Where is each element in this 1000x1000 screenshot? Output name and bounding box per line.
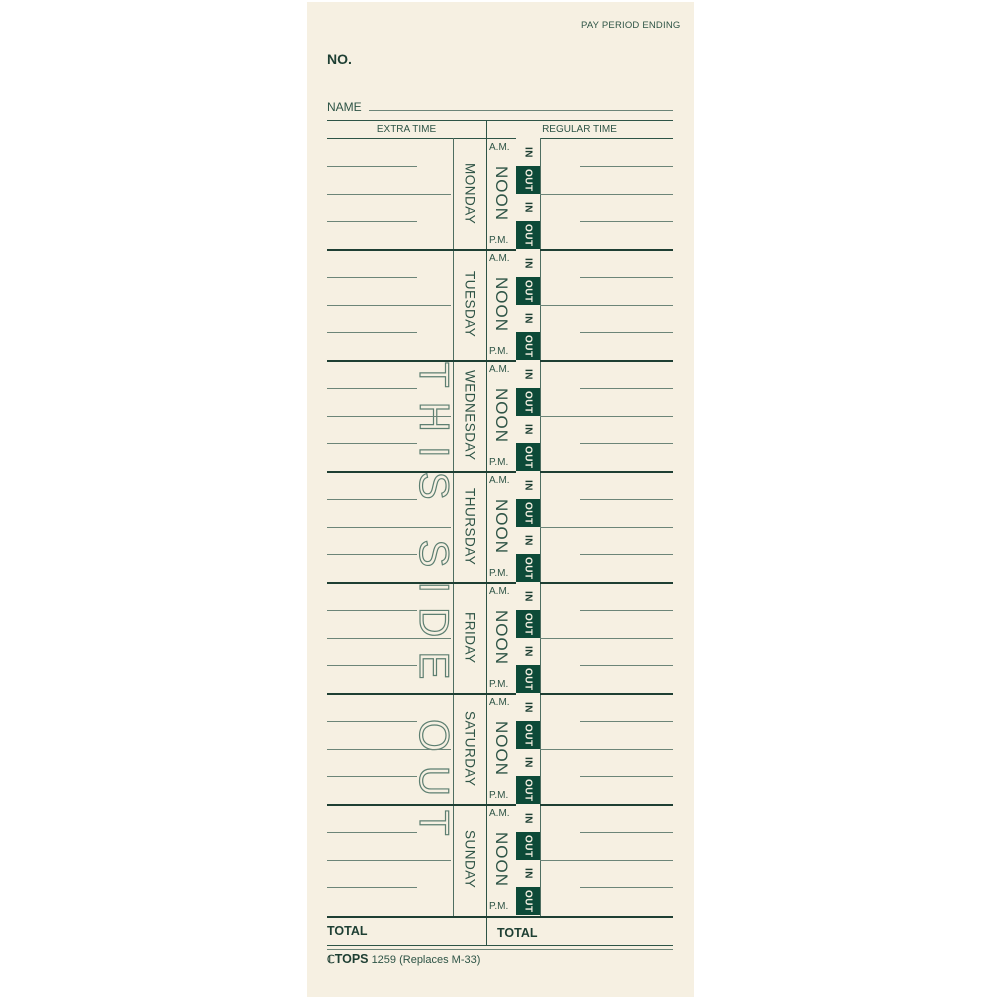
extra-time-line[interactable] [327, 887, 417, 888]
regular-time-line[interactable] [580, 499, 673, 500]
in-label: IN [522, 757, 534, 768]
regular-time-line[interactable] [540, 194, 673, 195]
extra-time-line[interactable] [327, 527, 451, 528]
out-label: OUT [522, 168, 534, 192]
day-label-tuesday: TUESDAY [462, 271, 478, 338]
in-label: IN [522, 701, 534, 713]
in-punch-slot[interactable] [516, 416, 540, 443]
out-punch-slot[interactable] [516, 221, 540, 249]
card-number-label: NO. [327, 51, 352, 67]
pm-label: P.M. [489, 235, 509, 246]
in-label: IN [522, 646, 534, 657]
day-label-saturday: SATURDAY [462, 710, 478, 787]
in-punch-slot[interactable] [516, 582, 540, 610]
brand-name: TOPS [334, 952, 369, 966]
model-number: 1259 (Replaces M-33) [371, 954, 481, 966]
out-punch-slot[interactable] [516, 332, 540, 360]
in-label: IN [522, 257, 534, 269]
extra-time-line[interactable] [327, 221, 417, 222]
extra-time-line[interactable] [327, 194, 451, 195]
day-label-thursday: THURSDAY [462, 487, 478, 566]
noon-label: NOON [492, 610, 511, 665]
regular-total-label: TOTAL [497, 926, 538, 940]
day-separator [327, 804, 673, 806]
day-label-monday: MONDAY [462, 162, 478, 225]
out-punch-slot[interactable] [516, 388, 540, 416]
name-label: NAME [327, 100, 362, 114]
in-punch-slot[interactable] [516, 138, 540, 166]
noon-label: NOON [492, 721, 511, 776]
in-punch-slot[interactable] [516, 305, 540, 332]
extra-time-line[interactable] [327, 277, 417, 278]
in-label: IN [522, 313, 534, 324]
in-label: IN [522, 479, 534, 491]
regular-time-line[interactable] [580, 388, 673, 389]
regular-time-line[interactable] [580, 721, 673, 722]
out-punch-slot[interactable] [516, 166, 540, 194]
out-label: OUT [522, 334, 534, 358]
regular-time-line[interactable] [580, 332, 673, 333]
out-punch-slot[interactable] [516, 721, 540, 749]
regular-time-line[interactable] [540, 305, 673, 306]
regular-time-line[interactable] [580, 776, 673, 777]
regular-time-line[interactable] [580, 665, 673, 666]
extra-time-line[interactable] [327, 499, 417, 500]
out-label: OUT [522, 556, 534, 580]
regular-time-line[interactable] [580, 832, 673, 833]
pm-label: P.M. [489, 679, 509, 690]
out-label: OUT [522, 279, 534, 303]
regular-time-line[interactable] [540, 860, 673, 861]
out-punch-slot[interactable] [516, 610, 540, 638]
in-punch-slot[interactable] [516, 804, 540, 832]
totals-bottom-rule [327, 945, 673, 946]
day-label-friday: FRIDAY [462, 611, 478, 664]
out-label: OUT [522, 390, 534, 414]
out-label: OUT [522, 778, 534, 802]
extra-time-line[interactable] [327, 721, 417, 722]
out-punch-slot[interactable] [516, 499, 540, 527]
footer [327, 953, 480, 966]
extra-time-line[interactable] [327, 832, 417, 833]
am-label: A.M. [489, 808, 510, 819]
out-punch-slot[interactable] [516, 665, 540, 693]
out-punch-slot[interactable] [516, 554, 540, 582]
out-label: OUT [522, 723, 534, 747]
regular-time-line[interactable] [540, 416, 673, 417]
day-separator [327, 249, 673, 251]
tops-logo-icon: ℂ [327, 954, 335, 966]
in-label: IN [522, 424, 534, 435]
extra-time-line[interactable] [327, 166, 417, 167]
regular-time-line[interactable] [580, 277, 673, 278]
in-punch-slot[interactable] [516, 194, 540, 221]
name-field-line[interactable] [369, 110, 673, 111]
out-punch-slot[interactable] [516, 277, 540, 305]
pm-label: P.M. [489, 901, 509, 912]
out-punch-slot[interactable] [516, 832, 540, 860]
regular-time-line[interactable] [580, 443, 673, 444]
pm-label: P.M. [489, 790, 509, 801]
extra-time-line[interactable] [327, 332, 417, 333]
out-label: OUT [522, 667, 534, 691]
am-label: A.M. [489, 364, 510, 375]
out-label: OUT [522, 223, 534, 247]
regular-time-header: REGULAR TIME [542, 124, 617, 135]
in-label: IN [522, 368, 534, 380]
regular-time-line[interactable] [540, 749, 673, 750]
in-punch-slot[interactable] [516, 638, 540, 665]
noon-label: NOON [492, 166, 511, 221]
pm-label: P.M. [489, 346, 509, 357]
regular-time-line[interactable] [540, 527, 673, 528]
noon-label: NOON [492, 388, 511, 443]
pm-label: P.M. [489, 457, 509, 468]
in-label: IN [522, 812, 534, 824]
extra-time-line[interactable] [327, 305, 451, 306]
header-top-rule [327, 120, 673, 121]
out-punch-slot[interactable] [516, 776, 540, 804]
extra-time-line[interactable] [327, 860, 451, 861]
extra-time-line[interactable] [327, 749, 451, 750]
extra-time-line[interactable] [327, 443, 417, 444]
regular-time-line[interactable] [580, 887, 673, 888]
am-label: A.M. [489, 586, 510, 597]
out-label: OUT [522, 501, 534, 525]
noon-label: NOON [492, 277, 511, 332]
extra-time-line[interactable] [327, 665, 417, 666]
extra-time-line[interactable] [327, 416, 451, 417]
regular-time-line[interactable] [580, 221, 673, 222]
out-label: OUT [522, 612, 534, 636]
in-label: IN [522, 535, 534, 546]
out-label: OUT [522, 445, 534, 469]
totals-top-rule [327, 916, 673, 918]
extra-time-line[interactable] [327, 610, 417, 611]
extra-time-line[interactable] [327, 554, 417, 555]
day-label-wednesday: WEDNESDAY [462, 370, 478, 461]
totals-bottom-rule-2 [327, 949, 673, 950]
in-punch-slot[interactable] [516, 749, 540, 776]
am-label: A.M. [489, 697, 510, 708]
out-punch-slot[interactable] [516, 443, 540, 471]
in-label: IN [522, 146, 534, 158]
this-side-out-watermark: THIS SIDE OUT [411, 362, 458, 850]
extra-time-line[interactable] [327, 388, 417, 389]
out-label: OUT [522, 834, 534, 858]
in-punch-slot[interactable] [516, 360, 540, 388]
regular-time-line[interactable] [580, 166, 673, 167]
regular-time-line[interactable] [580, 554, 673, 555]
regular-time-line[interactable] [540, 638, 673, 639]
header-bottom-rule [327, 138, 673, 139]
extra-time-line[interactable] [327, 776, 417, 777]
day-separator [327, 693, 673, 695]
day-separator [327, 582, 673, 584]
am-label: A.M. [489, 253, 510, 264]
in-label: IN [522, 868, 534, 879]
pay-period-ending-label: PAY PERIOD ENDING [581, 20, 681, 31]
day-separator [327, 471, 673, 473]
extra-time-line[interactable] [327, 638, 451, 639]
out-label: OUT [522, 889, 534, 913]
extra-regular-divider [486, 120, 487, 946]
day-label-sunday: SUNDAY [462, 830, 478, 889]
noon-label: NOON [492, 832, 511, 887]
regular-time-line[interactable] [580, 610, 673, 611]
in-punch-slot[interactable] [516, 693, 540, 721]
in-punch-slot[interactable] [516, 471, 540, 499]
out-punch-slot[interactable] [516, 887, 540, 915]
in-punch-slot[interactable] [516, 249, 540, 277]
in-punch-slot[interactable] [516, 527, 540, 554]
extra-total-label: TOTAL [327, 924, 368, 938]
in-label: IN [522, 590, 534, 602]
day-separator [327, 360, 673, 362]
am-label: A.M. [489, 142, 510, 153]
in-label: IN [522, 202, 534, 213]
pm-label: P.M. [489, 568, 509, 579]
extra-time-header: EXTRA TIME [376, 124, 437, 135]
am-label: A.M. [489, 475, 510, 486]
noon-label: NOON [492, 499, 511, 554]
in-punch-slot[interactable] [516, 860, 540, 887]
